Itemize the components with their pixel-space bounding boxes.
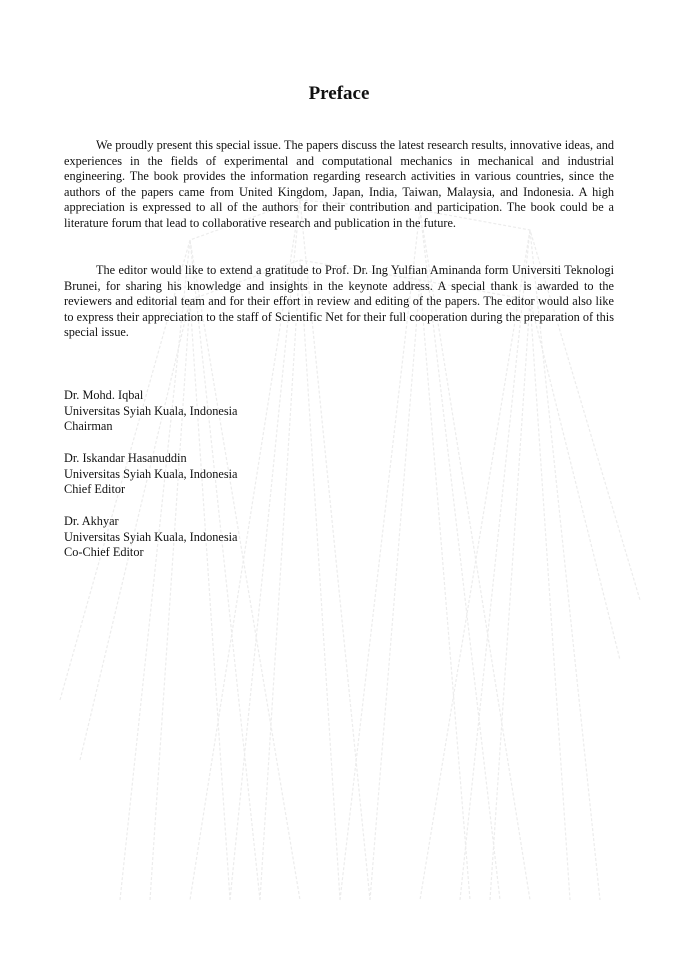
page-title: Preface [308,83,370,104]
signatory-affiliation: Universitas Syiah Kuala, Indonesia [64,466,238,481]
signature-block-chief-editor [64,451,464,498]
signatory-name: Dr. Iskandar Hasanuddin [64,451,187,465]
signatory-affiliation: Universitas Syiah Kuala, Indonesia [64,403,238,418]
signature-block-chairman [64,388,464,435]
signatory-role: Chief Editor [64,482,126,497]
signatory-name: Dr. Mohd. Iqbal [64,388,144,402]
signatory-name: Dr. Akhyar [64,514,119,528]
signatory-affiliation: Universitas Syiah Kuala, Indonesia [64,529,238,544]
signature-block-co-chief-editor [64,514,464,561]
signatory-role: Co-Chief Editor [64,545,144,560]
signatory-role: Chairman [64,419,113,434]
preface-paragraph-1: We proudly present this special issue. The papers discuss the latest research results, innovative ideas, and experiences in the fields of experimental and computational mechanics in mechanical and industrial engineering. The book provides the information regarding research activities in various countries, since the authors of the papers came from United Kingdom, Japan, India, Taiwan, Malaysia, and Indonesia. A high appreciation is expressed to all of the authors for their contribution and participation. The book could be a literature forum that lead to collaborative research and publication in the future. [64,138,614,230]
preface-paragraph-2: The editor would like to extend a gratitude to Prof. Dr. Ing Yulfian Aminanda form Universiti Teknologi Brunei, for sharing his knowledge and insights in the keynote address. A special thank is awarded to the reviewers and editorial team and for their effort in review and editing of the papers. The editor would also like to express their appreciation to the staff of Scientific Net for their full cooperation during the preparation of this special issue. [64,263,614,340]
